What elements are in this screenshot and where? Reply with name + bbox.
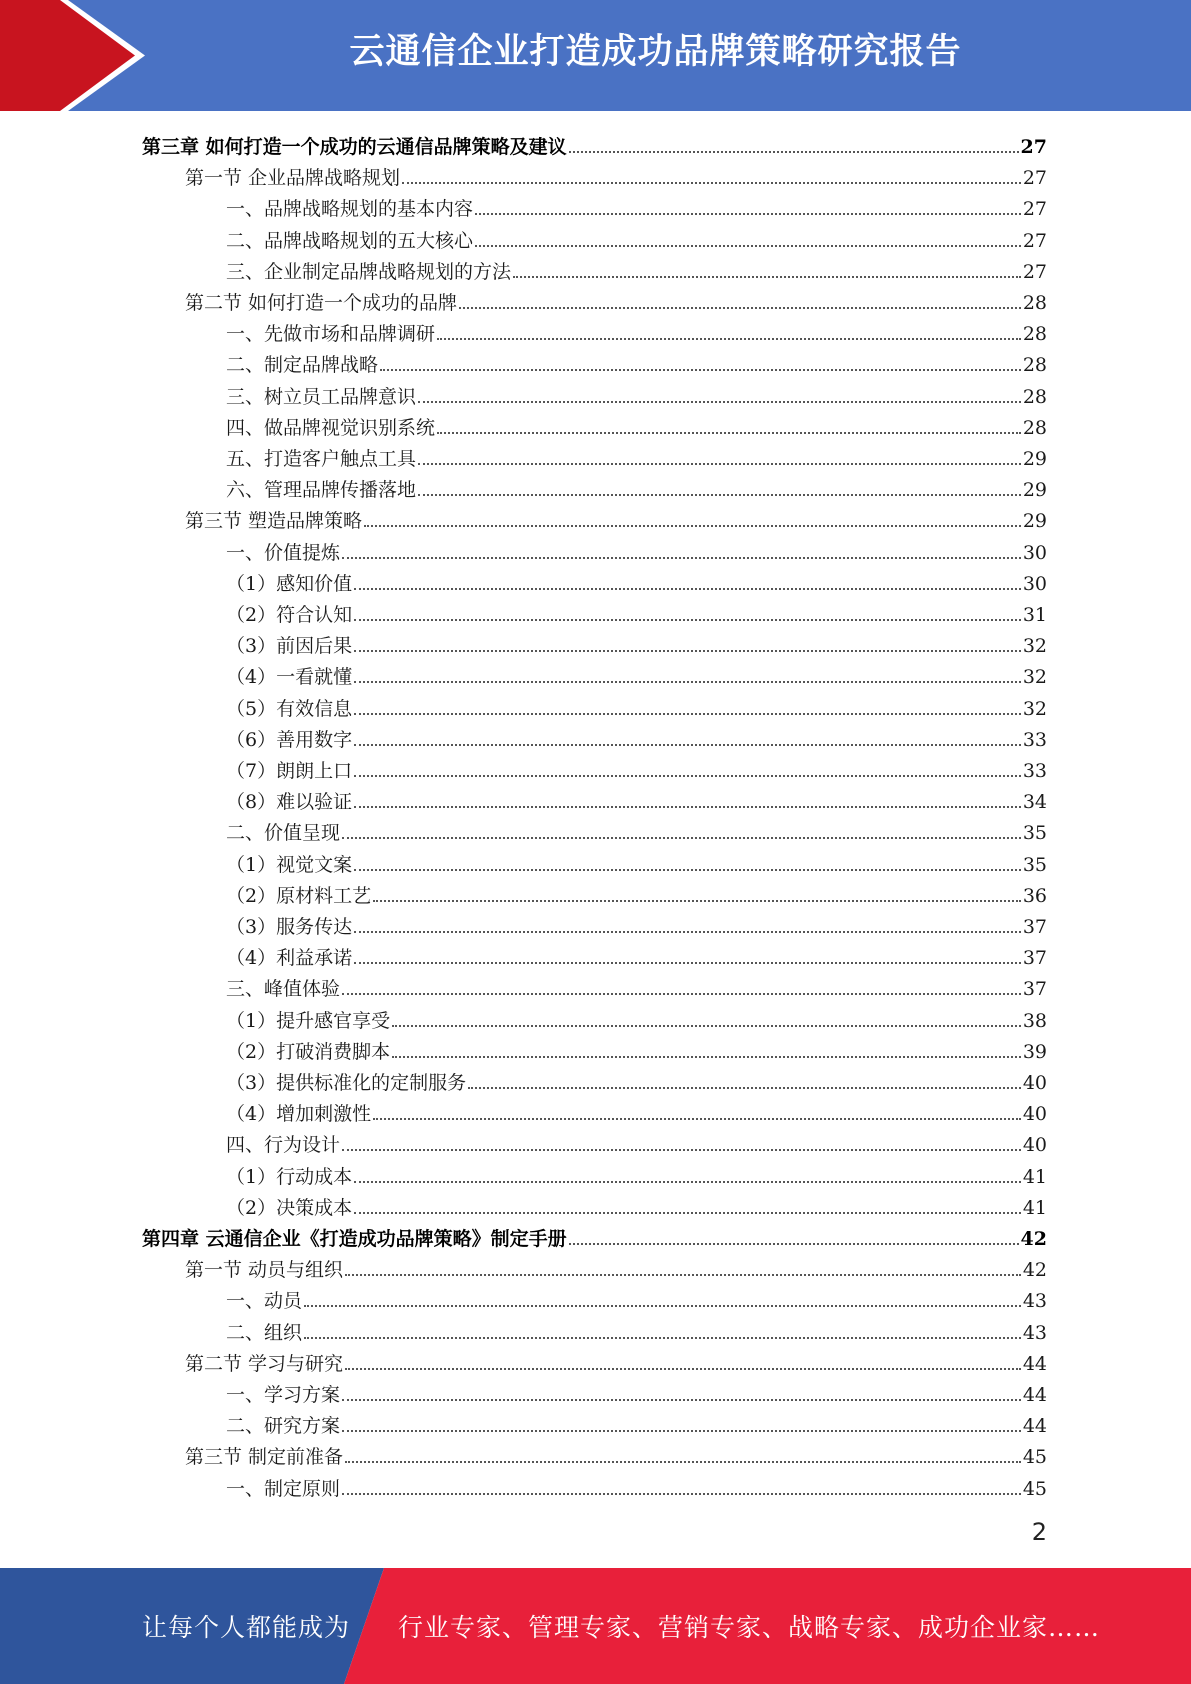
toc-dot-leader [354,713,1021,715]
toc-section-entry[interactable] [185,159,1047,189]
toc-entry-page: 27 [1020,136,1047,158]
toc-entry-page: 40 [1022,1134,1047,1157]
toc-subsection-entry[interactable] [226,1376,1047,1406]
toc-entry-page: 37 [1022,947,1047,970]
toc-entry-page: 45 [1022,1477,1047,1500]
toc-subsection-entry[interactable] [226,627,1047,657]
toc-dot-leader [364,525,1021,527]
toc-subsection-entry[interactable] [226,1407,1047,1437]
toc-entry-page: 35 [1022,822,1047,845]
toc-entry-label: 三、峰值体验 [226,978,341,1001]
toc-dot-leader [342,1399,1021,1401]
toc-subsection-entry[interactable] [226,596,1047,626]
toc-entry-page: 37 [1022,916,1047,938]
toc-entry-page: 38 [1022,1009,1047,1032]
toc-entry-page: 36 [1022,884,1047,907]
toc-entry-label: 第一节 动员与组织 [185,1259,344,1282]
toc-dot-leader [342,1430,1021,1432]
toc-entry-page: 27 [1022,167,1047,190]
toc-subsection-entry[interactable] [226,471,1047,501]
toc-entry-label: （4）一看就懂 [226,666,353,689]
toc-dot-leader [437,432,1021,434]
toc-dot-leader [354,931,1021,933]
toc-section-entry[interactable] [185,1345,1047,1375]
toc-dot-leader [468,1087,1021,1089]
toc-dot-leader [402,182,1021,184]
toc-dot-leader [418,401,1021,403]
toc-entry-page: 29 [1022,448,1047,470]
toc-entry-label: 四、做品牌视觉识别系统 [226,416,436,439]
toc-entry-label: （2）符合认知 [226,604,353,626]
toc-dot-leader [418,463,1021,465]
toc-entry-label: （5）有效信息 [226,697,353,720]
toc-entry-label: （6）善用数字 [226,728,353,751]
header-band [0,0,1191,111]
toc-dot-leader [345,1274,1021,1276]
toc-subsection-entry[interactable] [226,846,1047,876]
toc-section-entry[interactable] [185,1438,1047,1468]
toc-entry-label: （2）决策成本 [226,1196,353,1219]
toc-dot-leader [569,151,1019,153]
toc-entry-label: 一、价值提炼 [226,541,341,564]
toc-entry-label: （3）服务传达 [226,916,353,938]
toc-entry-label: （1）视觉文案 [226,853,353,876]
toc-dot-leader [354,650,1021,652]
toc-entry-label: 三、树立员工品牌意识 [226,385,417,408]
toc-entry-label: （1）感知价值 [226,572,353,595]
toc-entry-label: （4）利益承诺 [226,947,353,970]
toc-entry-page: 28 [1022,323,1047,346]
toc-entry-label: 二、价值呈现 [226,822,341,845]
toc-entry-page: 27 [1022,229,1047,252]
footer-slogan-right: 行业专家、管理专家、营销专家、战略专家、成功企业家…… [398,1613,1101,1642]
toc-subsection-entry[interactable] [226,1282,1047,1312]
toc-entry-page: 32 [1022,635,1047,658]
page-number: 2 [1031,1518,1047,1546]
toc-entry-page: 28 [1022,354,1047,377]
toc-subsection-entry[interactable] [226,534,1047,564]
toc-dot-leader [342,1149,1021,1151]
toc-entry-page: 31 [1022,604,1047,626]
toc-entry-label: 第四章 云通信企业《打造成功品牌策略》制定手册 [142,1228,567,1250]
toc-entry-page: 40 [1022,1103,1047,1126]
toc-subsection-entry[interactable] [226,565,1047,595]
toc-section-entry[interactable] [185,284,1047,314]
toc-section-entry[interactable] [185,1251,1047,1281]
toc-entry-page: 44 [1022,1352,1047,1375]
toc-entry-label: 一、学习方案 [226,1384,341,1406]
toc-subsection-entry[interactable] [226,1033,1047,1063]
toc-dot-leader [354,806,1021,808]
toc-entry-page: 27 [1022,198,1047,221]
toc-dot-leader [304,1305,1021,1307]
toc-dot-leader [342,557,1021,559]
toc-dot-leader [354,869,1021,871]
header-arrow-icon [0,0,160,111]
toc-dot-leader [342,837,1021,839]
toc-subsection-entry[interactable] [226,1064,1047,1094]
toc-entry-label: 五、打造客户触点工具 [226,448,417,470]
toc-entry-label: 二、组织 [226,1321,303,1344]
toc-entry-label: 二、品牌战略规划的五大核心 [226,229,474,252]
toc-entry-label: 一、动员 [226,1290,303,1313]
toc-subsection-entry[interactable] [226,1126,1047,1156]
toc-entry-page: 40 [1022,1072,1047,1094]
toc-entry-page: 39 [1022,1040,1047,1063]
document-title: 云通信企业打造成功品牌策略研究报告 [349,32,962,72]
toc-entry-label: （2）打破消费脚本 [226,1040,391,1063]
toc-entry-label: 一、制定原则 [226,1477,341,1500]
toc-dot-leader [418,494,1021,496]
toc-entry-page: 32 [1022,666,1047,689]
toc-subsection-entry[interactable] [226,190,1047,220]
toc-subsection-entry[interactable] [226,908,1047,938]
toc-entry-page: 30 [1022,541,1047,564]
toc-dot-leader [304,1337,1021,1339]
toc-entry-page: 42 [1022,1259,1047,1282]
toc-entry-page: 29 [1022,510,1047,533]
toc-entry-page: 41 [1022,1196,1047,1219]
toc-dot-leader [459,307,1021,309]
toc-entry-label: （3）提供标准化的定制服务 [226,1072,467,1094]
toc-dot-leader [373,1118,1021,1120]
toc-dot-leader [392,1056,1021,1058]
toc-dot-leader [513,276,1021,278]
toc-entry-page: 27 [1022,260,1047,283]
toc-entry-label: （4）增加刺激性 [226,1103,372,1126]
toc-entry-page: 44 [1022,1384,1047,1406]
toc-entry-label: （8）难以验证 [226,791,353,814]
toc-entry-page: 29 [1022,479,1047,502]
toc-subsection-entry[interactable] [226,315,1047,345]
toc-entry-page: 33 [1022,760,1047,782]
toc-subsection-entry[interactable] [226,1314,1047,1344]
toc-subsection-entry[interactable] [226,814,1047,844]
toc-entry-page: 32 [1022,697,1047,720]
toc-dot-leader [354,588,1021,590]
toc-dot-leader [354,962,1021,964]
toc-entry-label: 第三章 如何打造一个成功的云通信品牌策略及建议 [142,136,567,158]
toc-entry-label: （7）朗朗上口 [226,760,353,782]
toc-entry-page: 45 [1022,1446,1047,1469]
toc-dot-leader [354,681,1021,683]
toc-subsection-entry[interactable] [226,1158,1047,1188]
toc-dot-leader [354,619,1021,621]
toc-entry-label: 二、制定品牌战略 [226,354,379,377]
toc-entry-label: （2）原材料工艺 [226,884,372,907]
toc-dot-leader [437,338,1021,340]
toc-subsection-entry[interactable] [226,1470,1047,1500]
toc-chapter-entry[interactable] [142,1220,1047,1250]
toc-dot-leader [354,1212,1021,1214]
toc-subsection-entry[interactable] [226,440,1047,470]
toc-dot-leader [342,1493,1021,1495]
toc-dot-leader [475,245,1021,247]
toc-subsection-entry[interactable] [226,877,1047,907]
toc-entry-page: 37 [1022,978,1047,1001]
toc-dot-leader [380,369,1021,371]
toc-entry-label: 第二节 学习与研究 [185,1352,344,1375]
toc-subsection-entry[interactable] [226,1189,1047,1219]
toc-entry-label: 六、管理品牌传播落地 [226,479,417,502]
toc-subsection-entry[interactable] [226,970,1047,1000]
toc-entry-label: 第三节 塑造品牌策略 [185,510,363,533]
toc-entry-label: 二、研究方案 [226,1415,341,1438]
toc-dot-leader [345,1461,1021,1463]
toc-entry-label: 第一节 企业品牌战略规划 [185,167,401,190]
toc-entry-label: 一、品牌战略规划的基本内容 [226,198,474,221]
toc-subsection-entry[interactable] [226,752,1047,782]
toc-subsection-entry[interactable] [226,253,1047,283]
toc-subsection-entry[interactable] [226,378,1047,408]
toc-section-entry[interactable] [185,502,1047,532]
toc-subsection-entry[interactable] [226,222,1047,252]
toc-subsection-entry[interactable] [226,690,1047,720]
toc-subsection-entry[interactable] [226,409,1047,439]
toc-entry-label: （1）行动成本 [226,1165,353,1188]
toc-entry-page: 28 [1022,292,1047,314]
toc-entry-label: 第二节 如何打造一个成功的品牌 [185,292,458,314]
toc-dot-leader [354,775,1021,777]
toc-entry-page: 41 [1022,1165,1047,1188]
toc-entry-page: 44 [1022,1415,1047,1438]
toc-entry-label: （3）前因后果 [226,635,353,658]
toc-subsection-entry[interactable] [226,721,1047,751]
toc-entry-page: 35 [1022,853,1047,876]
toc-entry-page: 33 [1022,728,1047,751]
toc-dot-leader [354,1181,1021,1183]
toc-dot-leader [342,993,1021,995]
toc-subsection-entry[interactable] [226,346,1047,376]
toc-entry-label: 第三节 制定前准备 [185,1446,344,1469]
toc-entry-page: 42 [1020,1228,1047,1250]
toc-chapter-entry[interactable] [142,128,1047,158]
toc-entry-label: 三、企业制定品牌战略规划的方法 [226,260,512,283]
toc-entry-label: （1）提升感官享受 [226,1009,391,1032]
toc-dot-leader [392,1025,1021,1027]
toc-subsection-entry[interactable] [226,783,1047,813]
toc-entry-page: 43 [1022,1290,1047,1313]
toc-entry-page: 43 [1022,1321,1047,1344]
toc-dot-leader [345,1368,1021,1370]
toc-dot-leader [475,213,1021,215]
footer-band [0,1568,1191,1684]
toc-entry-page: 30 [1022,572,1047,595]
toc-subsection-entry[interactable] [226,1002,1047,1032]
toc-dot-leader [354,744,1021,746]
toc-entry-page: 34 [1022,791,1047,814]
toc-dot-leader [373,900,1021,902]
toc-entry-page: 28 [1022,416,1047,439]
toc-entry-label: 四、行为设计 [226,1134,341,1157]
footer-slogan-left: 让每个人都能成为 [142,1613,351,1642]
toc-subsection-entry[interactable] [226,939,1047,969]
toc-entry-page: 28 [1022,385,1047,408]
toc-subsection-entry[interactable] [226,1095,1047,1125]
toc-subsection-entry[interactable] [226,658,1047,688]
toc-entry-label: 一、先做市场和品牌调研 [226,323,436,346]
toc-dot-leader [569,1243,1019,1245]
